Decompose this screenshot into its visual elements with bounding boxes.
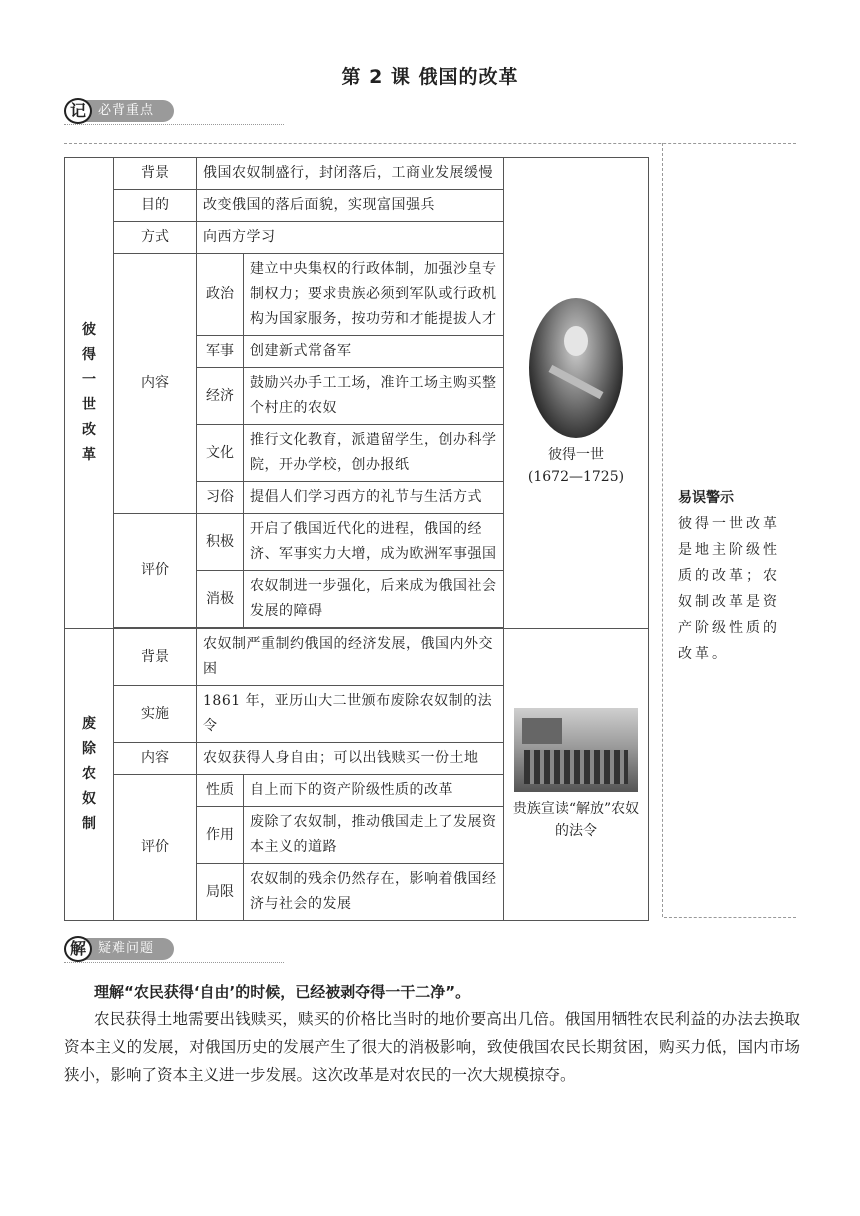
section-banner-key-points (64, 98, 174, 124)
cell-text: 推行文化教育，派遣留学生，创办科学院，开办学校，创办报纸 (244, 425, 504, 482)
cell-text: 提倡人们学习西方的礼节与生活方式 (244, 482, 504, 514)
divider (662, 143, 663, 917)
sub-label: 文化 (197, 425, 244, 482)
cell-text: 自上而下的资产阶级性质的改革 (244, 775, 504, 807)
sub-label: 习俗 (197, 482, 244, 514)
warning-body: 彼得一世改革是地主阶级性质的改革；农奴制改革是资产阶级性质的改革。 (678, 516, 780, 662)
section-heading-serfdom: 废除农奴制 (65, 629, 114, 921)
row-label: 方式 (114, 222, 197, 254)
row-label: 评价 (114, 775, 197, 921)
reform-table (64, 157, 649, 921)
portrait-name: 彼得一世 (548, 447, 604, 463)
cell-text: 创建新式常备军 (244, 336, 504, 368)
sub-label: 政治 (197, 254, 244, 336)
row-label: 背景 (114, 629, 197, 686)
portrait-image (529, 298, 623, 438)
seal-icon: 记 (64, 98, 92, 124)
cell-text: 农奴制严重制约俄国的经济发展，俄国内外交困 (197, 629, 504, 686)
sub-label: 经济 (197, 368, 244, 425)
cell-text: 农奴制的残余仍然存在，影响着俄国经济与社会的发展 (244, 864, 504, 921)
cell-text: 农奴制进一步强化，后来成为俄国社会发展的障碍 (244, 571, 504, 628)
sub-label: 性质 (197, 775, 244, 807)
section-banner-difficult (64, 936, 174, 962)
divider (64, 124, 284, 125)
cell-text: 鼓励兴办手工工场，准许工场主购买整个村庄的农奴 (244, 368, 504, 425)
banner-label: 疑难问题 (84, 938, 174, 960)
divider (64, 962, 284, 963)
page-title: 第 2 课 俄国的改革 (341, 66, 519, 88)
cell-text: 俄国农奴制盛行，封闭落后，工商业发展缓慢 (197, 158, 504, 190)
cell-text: 废除了农奴制，推动俄国走上了发展资本主义的道路 (244, 807, 504, 864)
sub-label: 积极 (197, 514, 244, 571)
row-label: 实施 (114, 686, 197, 743)
divider (664, 917, 796, 918)
row-label: 内容 (114, 743, 197, 775)
row-label: 内容 (114, 254, 197, 514)
row-label: 背景 (114, 158, 197, 190)
decree-figure (504, 629, 649, 921)
sub-label: 作用 (197, 807, 244, 864)
cell-text: 农奴获得人身自由；可以出钱赎买一份土地 (197, 743, 504, 775)
cell-text: 1861 年，亚历山大二世颁布废除农奴制的法令 (197, 686, 504, 743)
divider (64, 143, 796, 144)
seal-icon: 解 (64, 936, 92, 962)
portrait-figure (504, 158, 649, 629)
decree-image (514, 708, 638, 792)
portrait-years: (1672—1725) (527, 469, 625, 485)
cell-text: 建立中央集权的行政体制，加强沙皇专制权力；要求贵族必须到军队或行政机构为国家服务，按功劳和才能提拔人才 (244, 254, 504, 336)
cell-text: 开启了俄国近代化的进程，俄国的经济、军事实力大增，成为欧洲军事强国 (244, 514, 504, 571)
banner-label: 必背重点 (84, 100, 174, 122)
cell-text: 改变俄国的落后面貌，实现富国强兵 (197, 190, 504, 222)
warning-heading: 易误警示 (678, 490, 734, 506)
warning-box (678, 485, 790, 667)
section-heading-peter: 彼得一世改革 (65, 158, 114, 629)
row-label: 目的 (114, 190, 197, 222)
question-text: 理解“农民获得‘自由’的时候，已经被剥夺得一干二净”。 (94, 983, 471, 1001)
answer-paragraph: 农民获得土地需要出钱赎买，赎买的价格比当时的地价要高出几倍。俄国用牺牲农民利益的办法去换取资本主义的发展，对俄国历史的发展产生了很大的消极影响，致使俄国农民长期贫困，购买力低，国内市场狭小，影响了资本主义进一步发展。这次改革是对农民的一次大规模掠夺。 (64, 1010, 800, 1084)
sub-label: 消极 (197, 571, 244, 628)
sub-label: 局限 (197, 864, 244, 921)
cell-text: 向西方学习 (197, 222, 504, 254)
sub-label: 军事 (197, 336, 244, 368)
row-label: 评价 (114, 514, 197, 628)
decree-caption: 贵族宣读“解放”农奴的法令 (512, 800, 640, 839)
